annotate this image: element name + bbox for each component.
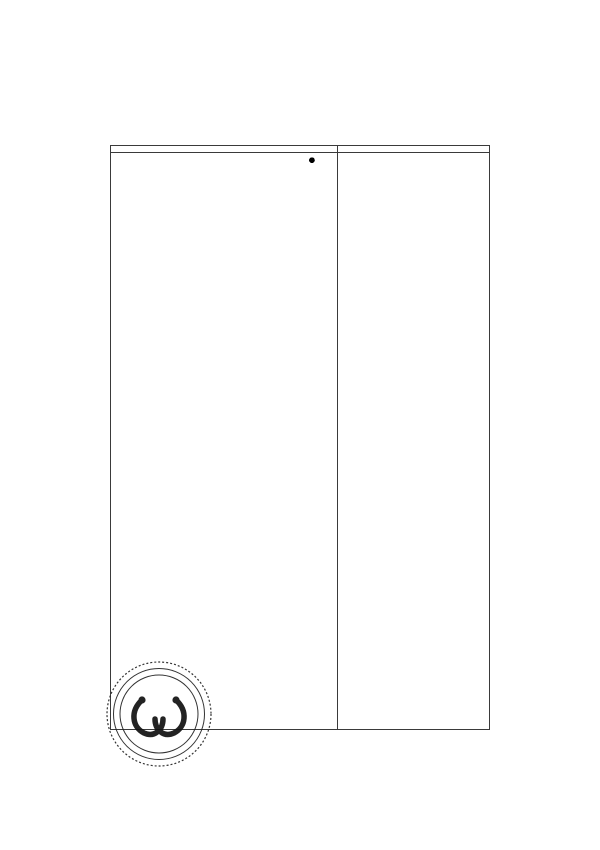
content-table-wrapper — [111, 145, 490, 730]
cell-methodology — [338, 153, 490, 730]
cell-realization — [111, 153, 338, 730]
column-header-realization — [111, 146, 338, 153]
content-table — [110, 145, 490, 730]
spacer — [342, 156, 485, 182]
title-block — [100, 96, 490, 98]
spacer — [342, 183, 485, 205]
methodology-list — [342, 156, 485, 205]
column-header-methodology — [338, 146, 490, 153]
table-header-row — [111, 146, 490, 153]
table-row — [111, 153, 490, 730]
